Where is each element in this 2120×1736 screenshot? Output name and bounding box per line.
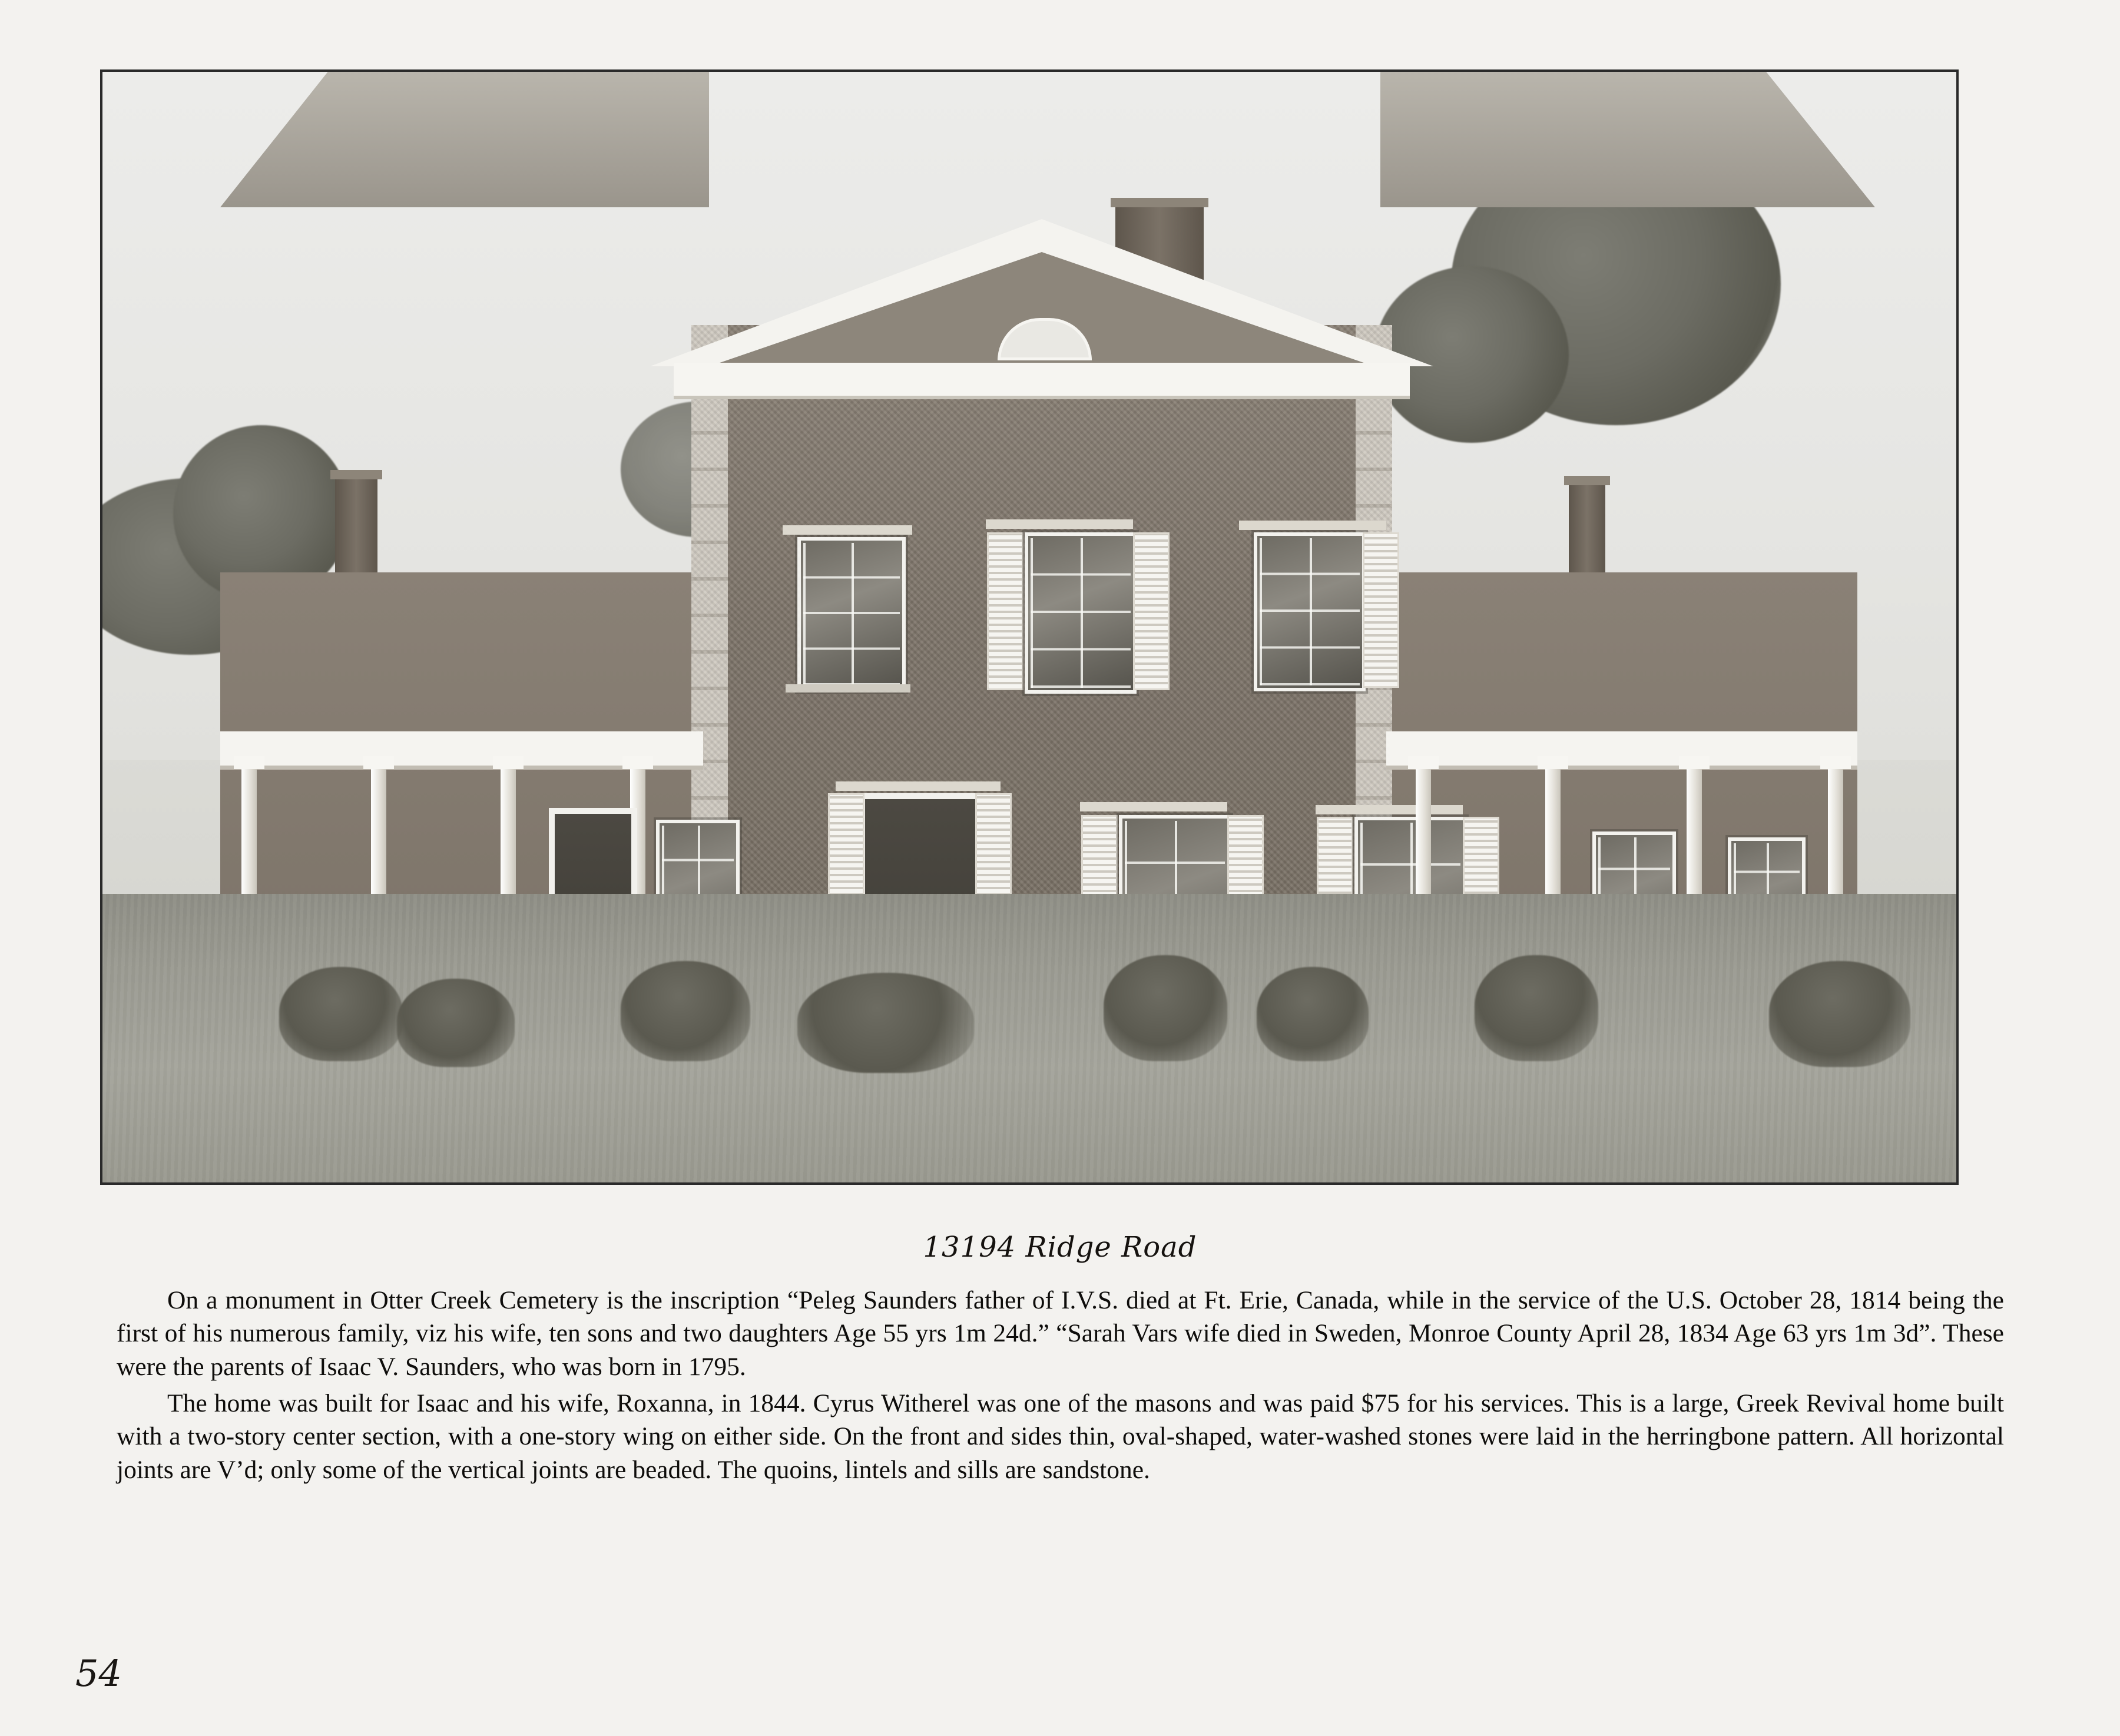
chimney-left	[335, 478, 377, 584]
window-upper-left	[797, 537, 906, 691]
porch-roof-right	[1386, 731, 1857, 770]
chimney-right	[1569, 484, 1605, 587]
window-upper-right	[1254, 532, 1366, 691]
house-photograph	[102, 72, 1956, 1182]
page-number: 54	[75, 1652, 122, 1695]
window-upper-center	[1025, 532, 1137, 694]
shrub-5	[1104, 955, 1227, 1061]
body-text	[117, 1284, 2004, 1486]
shrub-8	[1769, 961, 1910, 1067]
shutter-upper-right	[1363, 532, 1399, 688]
shrub-2	[397, 979, 515, 1067]
photograph-frame	[100, 69, 1959, 1185]
shrub-6	[1257, 967, 1369, 1061]
photo-caption: 13194 Ridge Road	[923, 1231, 1197, 1264]
paragraph-2: The home was built for Isaac and his wife, Roxanna, in 1844. Cyrus Witherel was one of the masons and was paid $75 for his services. This is a large, Greek Revival home built with a two-story center section, with a one-story wing on either side. On the front and sides thin, oval-shaped, water-washed stones were laid in the herringbone pattern. All horizontal joints are V’d; only some of the vertical joints are beaded. The quoins, lintels and sills are sandstone.	[117, 1389, 2004, 1484]
pediment	[650, 219, 1433, 378]
paragraph-1: On a monument in Otter Creek Cemetery is the inscription “Peleg Saunders father of I.V.S. died at Ft. Erie, Canada, while in the service of the U.S. October 28, 1814 being the first of his numerous family, viz his wife, ten sons and two daughters Age 55 yrs 1m 24d.” “Sarah Vars wife died in Sweden, Monroe County April 28, 1834 Age 63 yrs 1m 3d”. These were the parents of Isaac V. Saunders, who was born in 1795.	[117, 1286, 2004, 1381]
shrub-1	[279, 967, 403, 1061]
shrub-7	[1475, 955, 1598, 1061]
shutter-upper-center-right	[1133, 532, 1170, 690]
shrub-3	[621, 961, 750, 1061]
shutter-upper-center-left	[987, 532, 1023, 690]
shrub-4	[797, 973, 974, 1073]
